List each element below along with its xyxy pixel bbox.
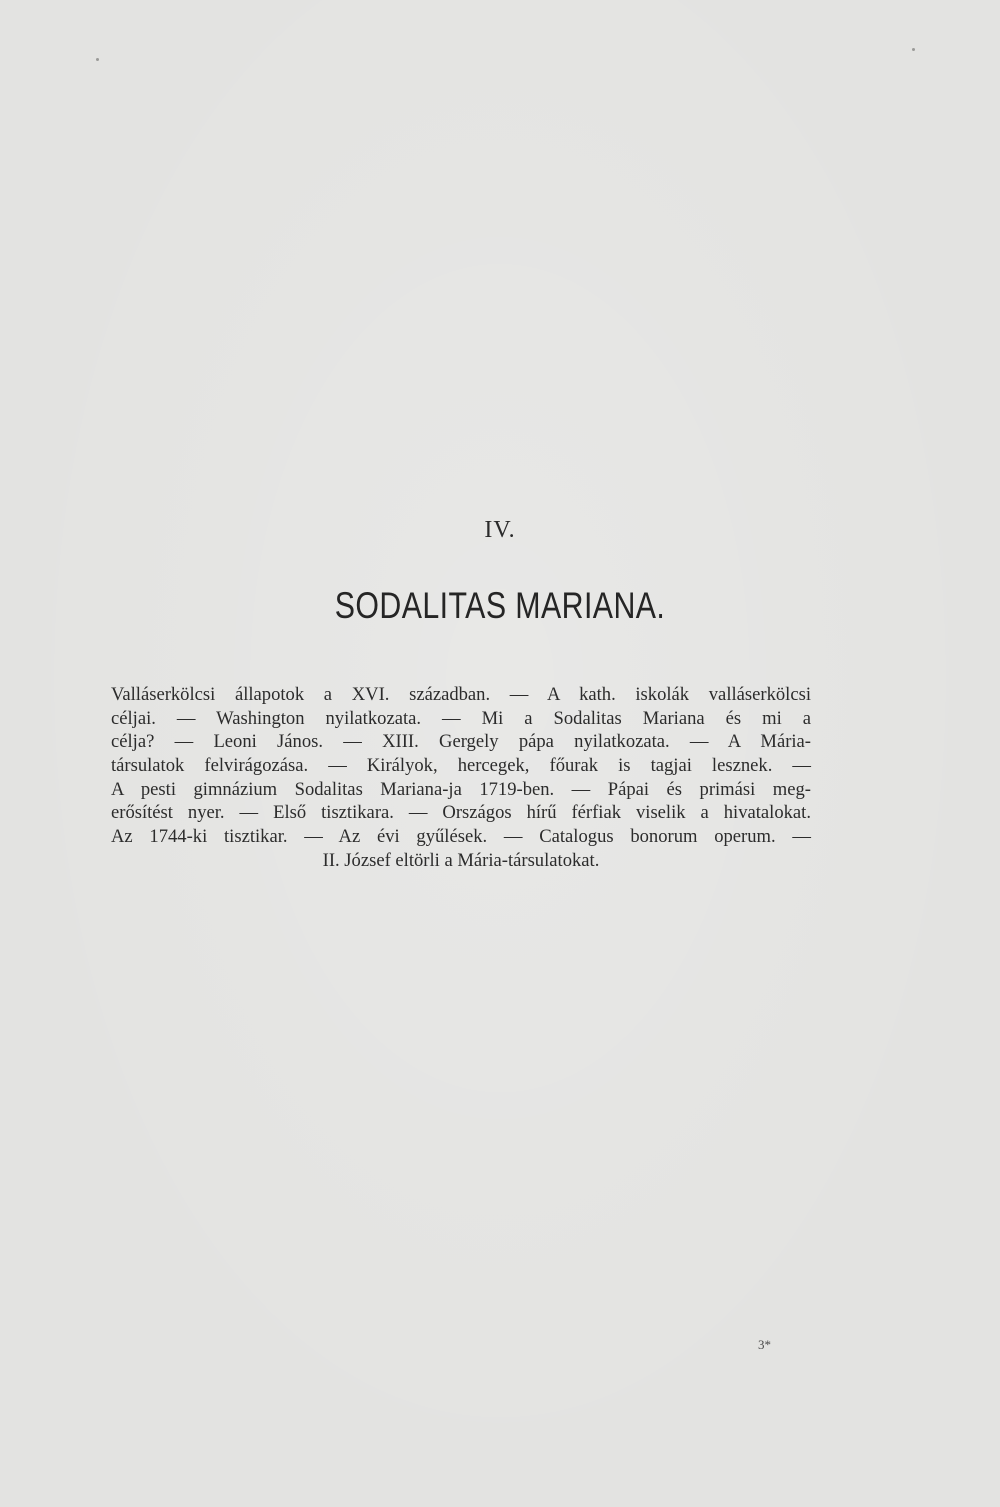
printer-signature-mark: 3* — [758, 1337, 771, 1352]
chapter-title: SODALITAS MARIANA. — [334, 585, 666, 626]
summary-line: A pesti gimnázium Sodalitas Mariana-ja 1719-ben. — Pápai és primási meg- — [111, 778, 811, 800]
chapter-number: IV. — [484, 517, 516, 543]
summary-line: céljai. — Washington nyilatkozata. — Mi a Sodalitas Mariana és mi a — [111, 707, 811, 729]
summary-line: II. József eltörli a Mária-társulatokat. — [322, 849, 600, 871]
chapter-summary — [111, 683, 811, 873]
summary-line: Az 1744-ki tisztikar. — Az évi gyűlések. — Catalogus bonorum operum. — — [111, 826, 811, 848]
paper-speck — [912, 48, 915, 51]
summary-line: társulatok felvirágozása. — Királyok, hercegek, főurak is tagjai lesznek. — — [111, 755, 811, 777]
summary-line: erősítést nyer. — Első tisztikara. — Országos hírű férfiak viselik a hivatalokat. — [111, 802, 811, 824]
summary-line: célja? — Leoni János. — XIII. Gergely pápa nyilatkozata. — A Mária- — [111, 731, 811, 753]
summary-line: Valláserkölcsi állapotok a XVI. században. — A kath. iskolák valláserkölcsi — [111, 684, 811, 705]
paper-speck — [96, 58, 99, 61]
